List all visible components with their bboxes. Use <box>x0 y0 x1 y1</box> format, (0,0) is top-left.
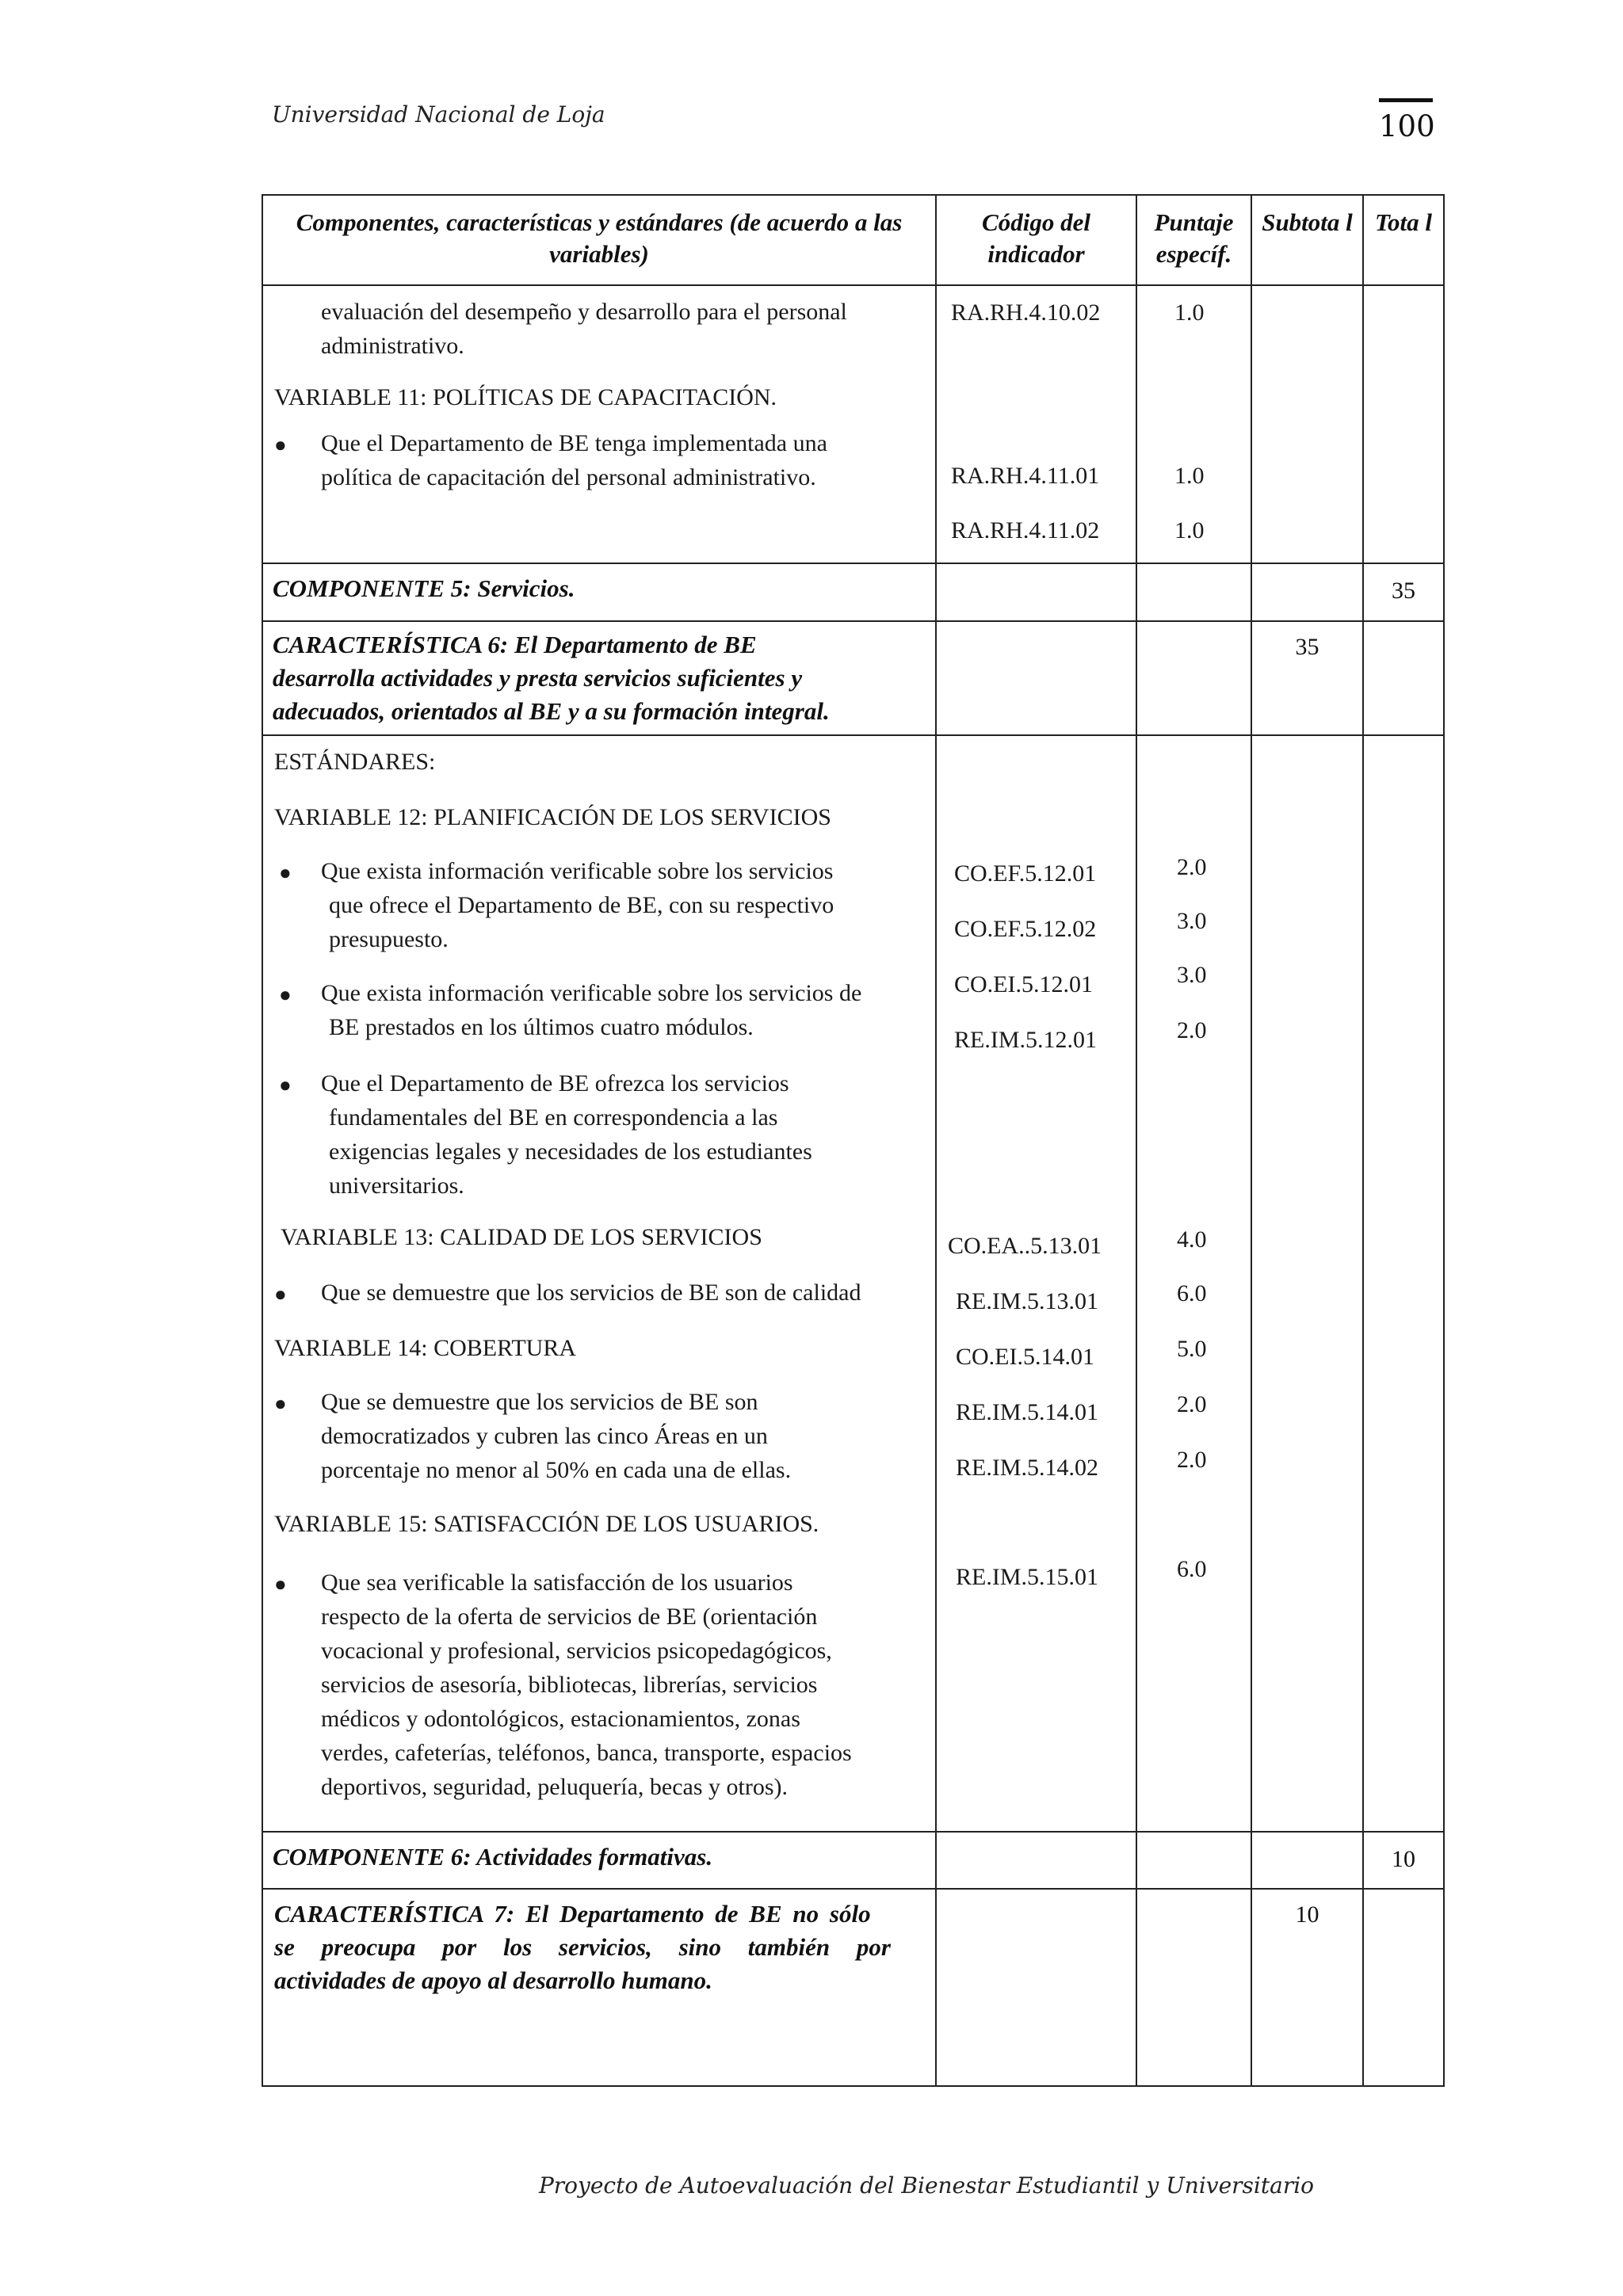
page-footer: Proyecto de Autoevaluación del Bienestar Estudiantil y Universitario <box>538 2172 1315 2199</box>
characteristic-cell <box>262 1889 936 2086</box>
header-score-text: Puntaje específ. <box>1154 208 1234 268</box>
score-value: 1.0 <box>1174 517 1205 543</box>
indicator-code: CO.EF.5.12.01 <box>954 860 1097 887</box>
standard-text-line: Que el Departamento de BE ofrezca los servicios <box>321 1070 789 1097</box>
table-row-variable-11 <box>262 285 1444 563</box>
component-total: 10 <box>1392 1846 1415 1872</box>
total-cell <box>1363 1832 1444 1889</box>
table-row-variables-12-15 <box>262 735 1444 1832</box>
score-cell <box>1136 735 1251 1832</box>
subtotal-cell <box>1251 621 1363 735</box>
total-cell <box>1363 735 1444 1832</box>
code-cell <box>936 1832 1136 1889</box>
header-total-text: Tota l <box>1374 208 1433 236</box>
score-value: 1.0 <box>1174 299 1205 326</box>
code-cell <box>936 1889 1136 2086</box>
standard-text-line: Que exista información verificable sobre los servicios de <box>321 980 862 1006</box>
standard-text-line: Que se demuestre que los servicios de BE son de calidad <box>321 1280 861 1306</box>
header-total <box>1363 195 1444 285</box>
standards-cell <box>262 735 936 1832</box>
subtotal-cell <box>1251 735 1363 1832</box>
standard-text-line: fundamentales del BE en correspondencia a las <box>329 1104 778 1131</box>
code-cell <box>936 563 1136 621</box>
header-components-text: Componentes, características y estándares (de acuerdo a las variables) <box>296 208 903 268</box>
score-cell <box>1136 563 1251 621</box>
total-cell <box>1363 563 1444 621</box>
bullet-icon: ● <box>274 1392 287 1415</box>
score-value: 6.0 <box>1177 1280 1207 1306</box>
component-total: 35 <box>1392 578 1415 604</box>
score-cell <box>1136 621 1251 735</box>
header-components <box>262 195 936 285</box>
variable-heading: VARIABLE 12: PLANIFICACIÓN DE LOS SERVICIOS <box>274 804 831 830</box>
subtotal-cell <box>1251 1889 1363 2086</box>
score-cell <box>1136 1832 1251 1889</box>
total-cell <box>1363 285 1444 563</box>
standard-text-line: Que sea verificable la satisfacción de los usuarios <box>321 1569 793 1596</box>
indicator-code: CO.EF.5.12.02 <box>954 916 1097 942</box>
standard-text-line: vocacional y profesional, servicios psicopedagógicos, <box>321 1638 832 1664</box>
indicator-code: RE.IM.5.14.02 <box>956 1455 1098 1481</box>
standard-text-line: Que se demuestre que los servicios de BE son <box>321 1389 758 1415</box>
score-value: 3.0 <box>1177 962 1207 988</box>
score-value: 6.0 <box>1177 1556 1207 1582</box>
characteristic-subtotal: 35 <box>1295 634 1319 660</box>
variable-heading: VARIABLE 13: CALIDAD DE LOS SERVICIOS <box>281 1224 762 1250</box>
standard-text-line: servicios de asesoría, bibliotecas, librerías, servicios <box>321 1672 818 1698</box>
component-label-cell <box>262 563 936 621</box>
standard-text-line: BE prestados en los últimos cuatro módulos. <box>329 1014 754 1040</box>
header-subtotal-text: Subtota l <box>1262 208 1353 236</box>
indicator-code: RA.RH.4.11.02 <box>951 517 1100 543</box>
table-row-component-6 <box>262 1832 1444 1889</box>
continued-text-line: administrativo. <box>321 333 464 359</box>
score-value: 1.0 <box>1174 463 1205 489</box>
header-score <box>1136 195 1251 285</box>
bullet-icon: ● <box>279 983 292 1006</box>
bullet-icon: ● <box>274 433 287 456</box>
page-number-rule <box>1379 98 1433 102</box>
standard-text-line: democratizados y cubren las cinco Áreas en un <box>321 1423 768 1449</box>
header-code <box>936 195 1136 285</box>
standard-text-line: respecto de la oferta de servicios de BE (orientación <box>321 1604 818 1630</box>
component-label: COMPONENTE 5: Servicios. <box>273 574 575 602</box>
indicator-code: RE.IM.5.13.01 <box>956 1288 1098 1314</box>
standard-text-line: universitarios. <box>329 1173 464 1199</box>
variable-heading: VARIABLE 15: SATISFACCIÓN DE LOS USUARIOS. <box>274 1511 819 1537</box>
indicator-code: RA.RH.4.10.02 <box>951 299 1101 326</box>
subtotal-cell <box>1251 563 1363 621</box>
header-code-text: Código del indicador <box>982 208 1090 268</box>
score-value: 5.0 <box>1177 1336 1207 1362</box>
score-value: 3.0 <box>1177 908 1207 934</box>
component-label: COMPONENTE 6: Actividades formativas. <box>273 1843 713 1871</box>
evaluation-table <box>262 194 1445 2087</box>
characteristic-text-line: CARACTERÍSTICA 6: El Departamento de BE <box>273 631 757 658</box>
bullet-icon: ● <box>274 1573 287 1596</box>
page-number: 100 <box>1379 109 1435 143</box>
table-row-characteristic-7 <box>262 1889 1444 2086</box>
table-header-row <box>262 195 1444 285</box>
table-row-component-5 <box>262 563 1444 621</box>
standard-text-line: exigencias legales y necesidades de los estudiantes <box>329 1138 812 1165</box>
indicator-code: CO.EA..5.13.01 <box>948 1233 1102 1259</box>
code-cell <box>936 735 1136 1832</box>
standards-cell <box>262 285 936 563</box>
standard-text-line: que ofrece el Departamento de BE, con su respectivo <box>329 892 834 918</box>
standard-text-line: política de capacitación del personal administrativo. <box>321 464 816 490</box>
standard-text-line: Que el Departamento de BE tenga implementada una <box>321 430 827 456</box>
page-header-title: Universidad Nacional de Loja <box>272 101 605 128</box>
code-cell <box>936 285 1136 563</box>
indicator-code: CO.EI.5.12.01 <box>954 971 1093 997</box>
standard-text-line: porcentaje no menor al 50% en cada una de ellas. <box>321 1457 792 1483</box>
standard-text-line: Que exista información verificable sobre los servicios <box>321 858 834 884</box>
characteristic-text-line: desarrolla actividades y presta servicios suficientes y <box>273 664 803 692</box>
score-cell <box>1136 1889 1251 2086</box>
characteristic-subtotal: 10 <box>1295 1901 1319 1928</box>
characteristic-text-line: se preocupa por los servicios, sino también por <box>274 1933 891 1961</box>
variable-heading: VARIABLE 14: COBERTURA <box>274 1335 577 1361</box>
indicator-code: RE.IM.5.15.01 <box>956 1564 1098 1590</box>
characteristic-cell <box>262 621 936 735</box>
score-cell <box>1136 285 1251 563</box>
score-value: 2.0 <box>1177 1447 1207 1473</box>
table-row-characteristic-6 <box>262 621 1444 735</box>
score-value: 2.0 <box>1177 1017 1207 1043</box>
variable-heading: VARIABLE 11: POLÍTICAS DE CAPACITACIÓN. <box>274 384 777 410</box>
bullet-icon: ● <box>274 1283 287 1306</box>
header-subtotal <box>1251 195 1363 285</box>
characteristic-text-line: adecuados, orientados al BE y a su formación integral. <box>273 697 830 725</box>
continued-text-line: evaluación del desempeño y desarrollo para el personal <box>321 299 847 325</box>
indicator-code: RE.IM.5.12.01 <box>954 1027 1097 1053</box>
subtotal-cell <box>1251 1832 1363 1889</box>
total-cell <box>1363 621 1444 735</box>
bullet-icon: ● <box>279 861 292 884</box>
characteristic-text: CARACTERÍSTICA 7: El Departamento de BE no sólo <box>274 1900 871 1928</box>
characteristic-text-line <box>274 1897 924 1931</box>
indicator-code: RE.IM.5.14.01 <box>956 1399 1098 1425</box>
subtotal-cell <box>1251 285 1363 563</box>
characteristic-text-line: actividades de apoyo al desarrollo humano. <box>274 1966 712 1994</box>
indicator-code: RA.RH.4.11.01 <box>951 463 1100 489</box>
total-cell <box>1363 1889 1444 2086</box>
score-value: 4.0 <box>1177 1226 1207 1253</box>
indicator-code: CO.EI.5.14.01 <box>956 1344 1094 1370</box>
score-value: 2.0 <box>1177 1391 1207 1417</box>
bullet-icon: ● <box>279 1074 292 1097</box>
score-value: 2.0 <box>1177 854 1207 880</box>
code-cell <box>936 621 1136 735</box>
standard-text-line: verdes, cafeterías, teléfonos, banca, transporte, espacios <box>321 1740 852 1766</box>
standard-text-line: deportivos, seguridad, peluquería, becas y otros). <box>321 1774 788 1800</box>
standards-heading: ESTÁNDARES: <box>274 749 436 775</box>
standard-text-line: presupuesto. <box>329 926 449 952</box>
standard-text-line: médicos y odontológicos, estacionamientos, zonas <box>321 1706 800 1732</box>
component-label-cell <box>262 1832 936 1889</box>
